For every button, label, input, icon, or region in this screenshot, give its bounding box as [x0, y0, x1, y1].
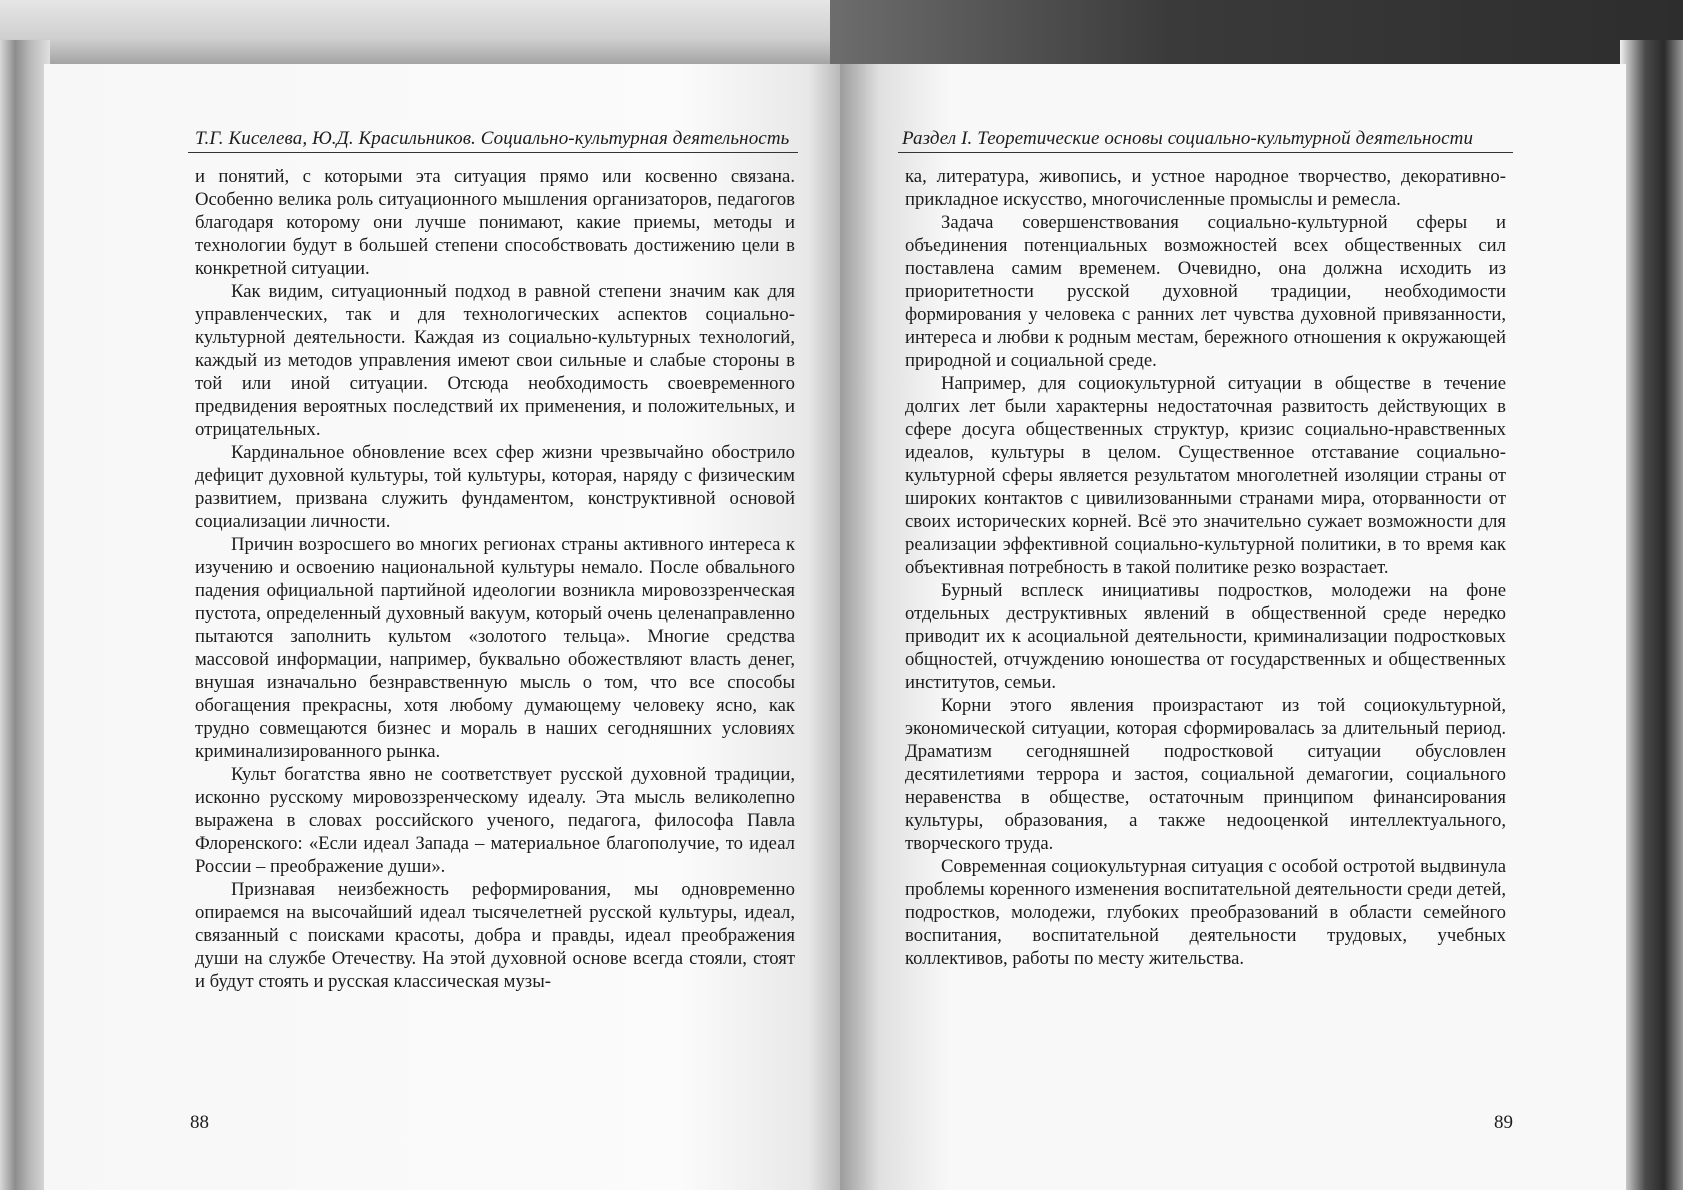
paragraph: Бурный всплеск инициативы подростков, молодежи на фоне отдельных деструктивных явлений в общественной среде нередко приводит их к асоциальной деятельности, криминализации подростковых общностей, отчуждению юношества от государственных и общественных институтов, семьи.: [905, 580, 1506, 693]
paragraph: ка, литература, живопись, и устное народное творчество, декоративно-прикладное искусство, многочисленные промыслы и ремесла.: [905, 166, 1506, 210]
right-page-number: 89: [1494, 1112, 1513, 1133]
paragraph: Например, для социокультурной ситуации в обществе в течение долгих лет были характерны недостаточная развитость действующих в сфере досуга общественных структур, кризис социально-нравственных идеалов, культуры в целом. Существенное отставание социально-культурной сферы является результатом многолетней изоляции страны от широких контактов с цивилизованными странами мира, оторванности от своих исторических корней. Всё это значительно сужает возможности для реализации эффективной социально-культурной политики, в то время как объективная потребность в такой политике резко возрастает.: [905, 373, 1506, 578]
left-text-column: [195, 165, 795, 993]
page-edges-left: [0, 40, 50, 1190]
right-running-head: Раздел I. Теоретические основы социально-культурной деятельности: [902, 128, 1474, 149]
paragraph: Культ богатства явно не соответствует русской духовной традиции, исконно русскому мировоззренческому идеалу. Эта мысль великолепно выражена в словах российского ученого, педагога, философа Павла Флоренского: «Если идеал Запада – материальное благополучие, то идеал России – преображение души».: [195, 764, 795, 877]
left-page-number: 88: [190, 1112, 209, 1133]
left-running-head: Т.Г. Киселева, Ю.Д. Красильников. Социально-культурная деятельность: [195, 128, 790, 149]
paragraph: Как видим, ситуационный подход в равной степени значим как для управленческих, так и для технологических аспектов социально-культурной деятельности. Каждая из социально-культурных технологий, каждый из методов управления имеют свои сильные и слабые стороны в той или иной ситуации. Отсюда необходимость своевременного предвидения вероятных последствий их применения, и положительных, и отрицательных.: [195, 281, 795, 440]
right-text-column: [905, 165, 1506, 970]
paragraph: Корни этого явления произрастают из той социокультурной, экономической ситуации, которая сформировалась за длительный период. Драматизм сегодняшней подростковой ситуации обусловлен десятилетиями террора и застоя, социальной демагогии, социального неравенства в обществе, остаточным принципом финансирования культуры, образования, а также недооценкой интеллектуального, творческого труда.: [905, 695, 1506, 854]
right-header-rule: [898, 152, 1513, 153]
paragraph: Кардинальное обновление всех сфер жизни чрезвычайно обострило дефицит духовной культуры, той культуры, которая, наряду с физическим развитием, призвана служить фундаментом, конструктивной основой социализации личности.: [195, 442, 795, 532]
paragraph: Признавая неизбежность реформирования, мы одновременно опираемся на высочайший идеал тысячелетней русской культуры, идеал, связанный с поисками красоты, добра и правды, идеал преображения души на службе Отечеству. На этой духовной основе всегда стояли, стоят и будут стоять и русская классическая музы-: [195, 879, 795, 992]
scan-background-top-right: [830, 0, 1683, 66]
paragraph: Современная социокультурная ситуация с особой остротой выдвинула проблемы коренного изменения воспитательной деятельности среди детей, подростков, молодежи, глубоких преобразований в области семейного воспитания, воспитательной деятельности трудовых, учебных коллективов, работы по месту жительства.: [905, 856, 1506, 969]
page-edges-right: [1620, 40, 1683, 1190]
paragraph: Задача совершенствования социально-культурной сферы и объединения потенциальных возможностей всех общественных сил поставлена самим временем. Очевидно, она должна исходить из приоритетности русской духовной традиции, необходимости формирования у человека с ранних лет чувства духовной привязанности, интереса и любви к родным местам, бережного отношения к окружающей природной и социальной среде.: [905, 212, 1506, 371]
left-header-rule: [188, 152, 798, 153]
paragraph: и понятий, с которыми эта ситуация прямо или косвенно связана. Особенно велика роль ситуационного мышления организаторов, педагогов благодаря которому они лучше понимают, какие приемы, методы и технологии будут в большей степени способствовать достижению цели в конкретной ситуации.: [195, 166, 795, 279]
paragraph: Причин возросшего во многих регионах страны активного интереса к изучению и освоению национальной культуры немало. После обвального падения официальной партийной идеологии возникла мировоззренческая пустота, определенный духовный вакуум, который очень целенаправленно пытаются заполнить культом «золотого тельца». Многие средства массовой информации, например, буквально обожествляют власть денег, внушая изначально безнравственную мысль о том, что все способы обогащения прекрасны, хотя любому думающему человеку ясно, как трудно совмещаются бизнес и мораль в наших сегодняшних условиях криминализированного рынка.: [195, 534, 795, 762]
